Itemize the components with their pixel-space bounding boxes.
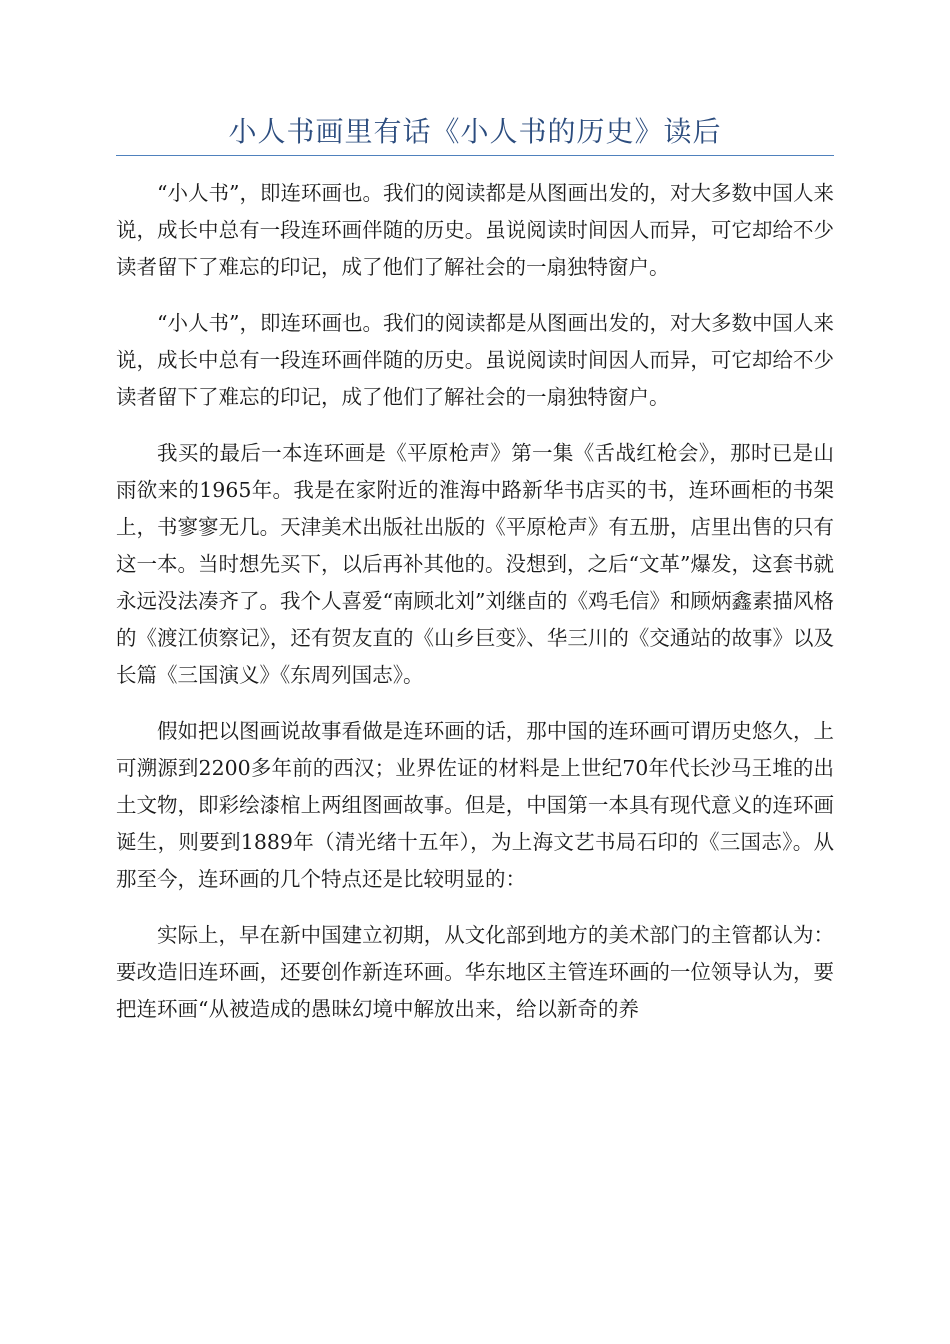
paragraph: “小人书”，即连环画也。我们的阅读都是从图画出发的，对大多数中国人来说，成长中总有一段连环画伴随的历史。虽说阅读时间因人而异，可它却给不少读者留下了难忘的印记，成了他们了解社会的一扇独特窗户。: [116, 311, 834, 409]
document-body: [116, 175, 834, 1047]
document-title: 小人书画里有话《小人书的历史》读后: [228, 115, 722, 148]
paragraph: “小人书”，即连环画也。我们的阅读都是从图画出发的，对大多数中国人来说，成长中总有一段连环画伴随的历史。虽说阅读时间因人而异，可它却给不少读者留下了难忘的印记，成了他们了解社会的一扇独特窗户。: [116, 181, 834, 279]
paragraph: 实际上，早在新中国建立初期，从文化部到地方的美术部门的主管都认为：要改造旧连环画，还要创作新连环画。华东地区主管连环画的一位领导认为，要把连环画“从被造成的愚昧幻境中解放出来，给以新奇的养: [116, 923, 834, 1021]
paragraph: 假如把以图画说故事看做是连环画的话，那中国的连环画可谓历史悠久，上可溯源到2200多年前的西汉；业界佐证的材料是上世纪70年代长沙马王堆的出土文物，即彩绘漆棺上两组图画故事。但是，中国第一本具有现代意义的连环画诞生，则要到1889年（清光绪十五年），为上海文艺书局石印的《三国志》。从那至今，连环画的几个特点还是比较明显的：: [116, 719, 834, 891]
paragraph: 我买的最后一本连环画是《平原枪声》第一集《舌战红枪会》，那时已是山雨欲来的1965年。我是在家附近的淮海中路新华书店买的书，连环画柜的书架上，书寥寥无几。天津美术出版社出版的《平原枪声》有五册，店里出售的只有这一本。当时想先买下，以后再补其他的。没想到，之后“文革”爆发，这套书就永远没法凑齐了。我个人喜爱“南顾北刘”刘继卣的《鸡毛信》和顾炳鑫素描风格的《渡江侦察记》，还有贺友直的《山乡巨变》、华三川的《交通站的故事》以及长篇《三国演义》《东周列国志》。: [116, 441, 834, 687]
title-underline: [116, 155, 834, 156]
